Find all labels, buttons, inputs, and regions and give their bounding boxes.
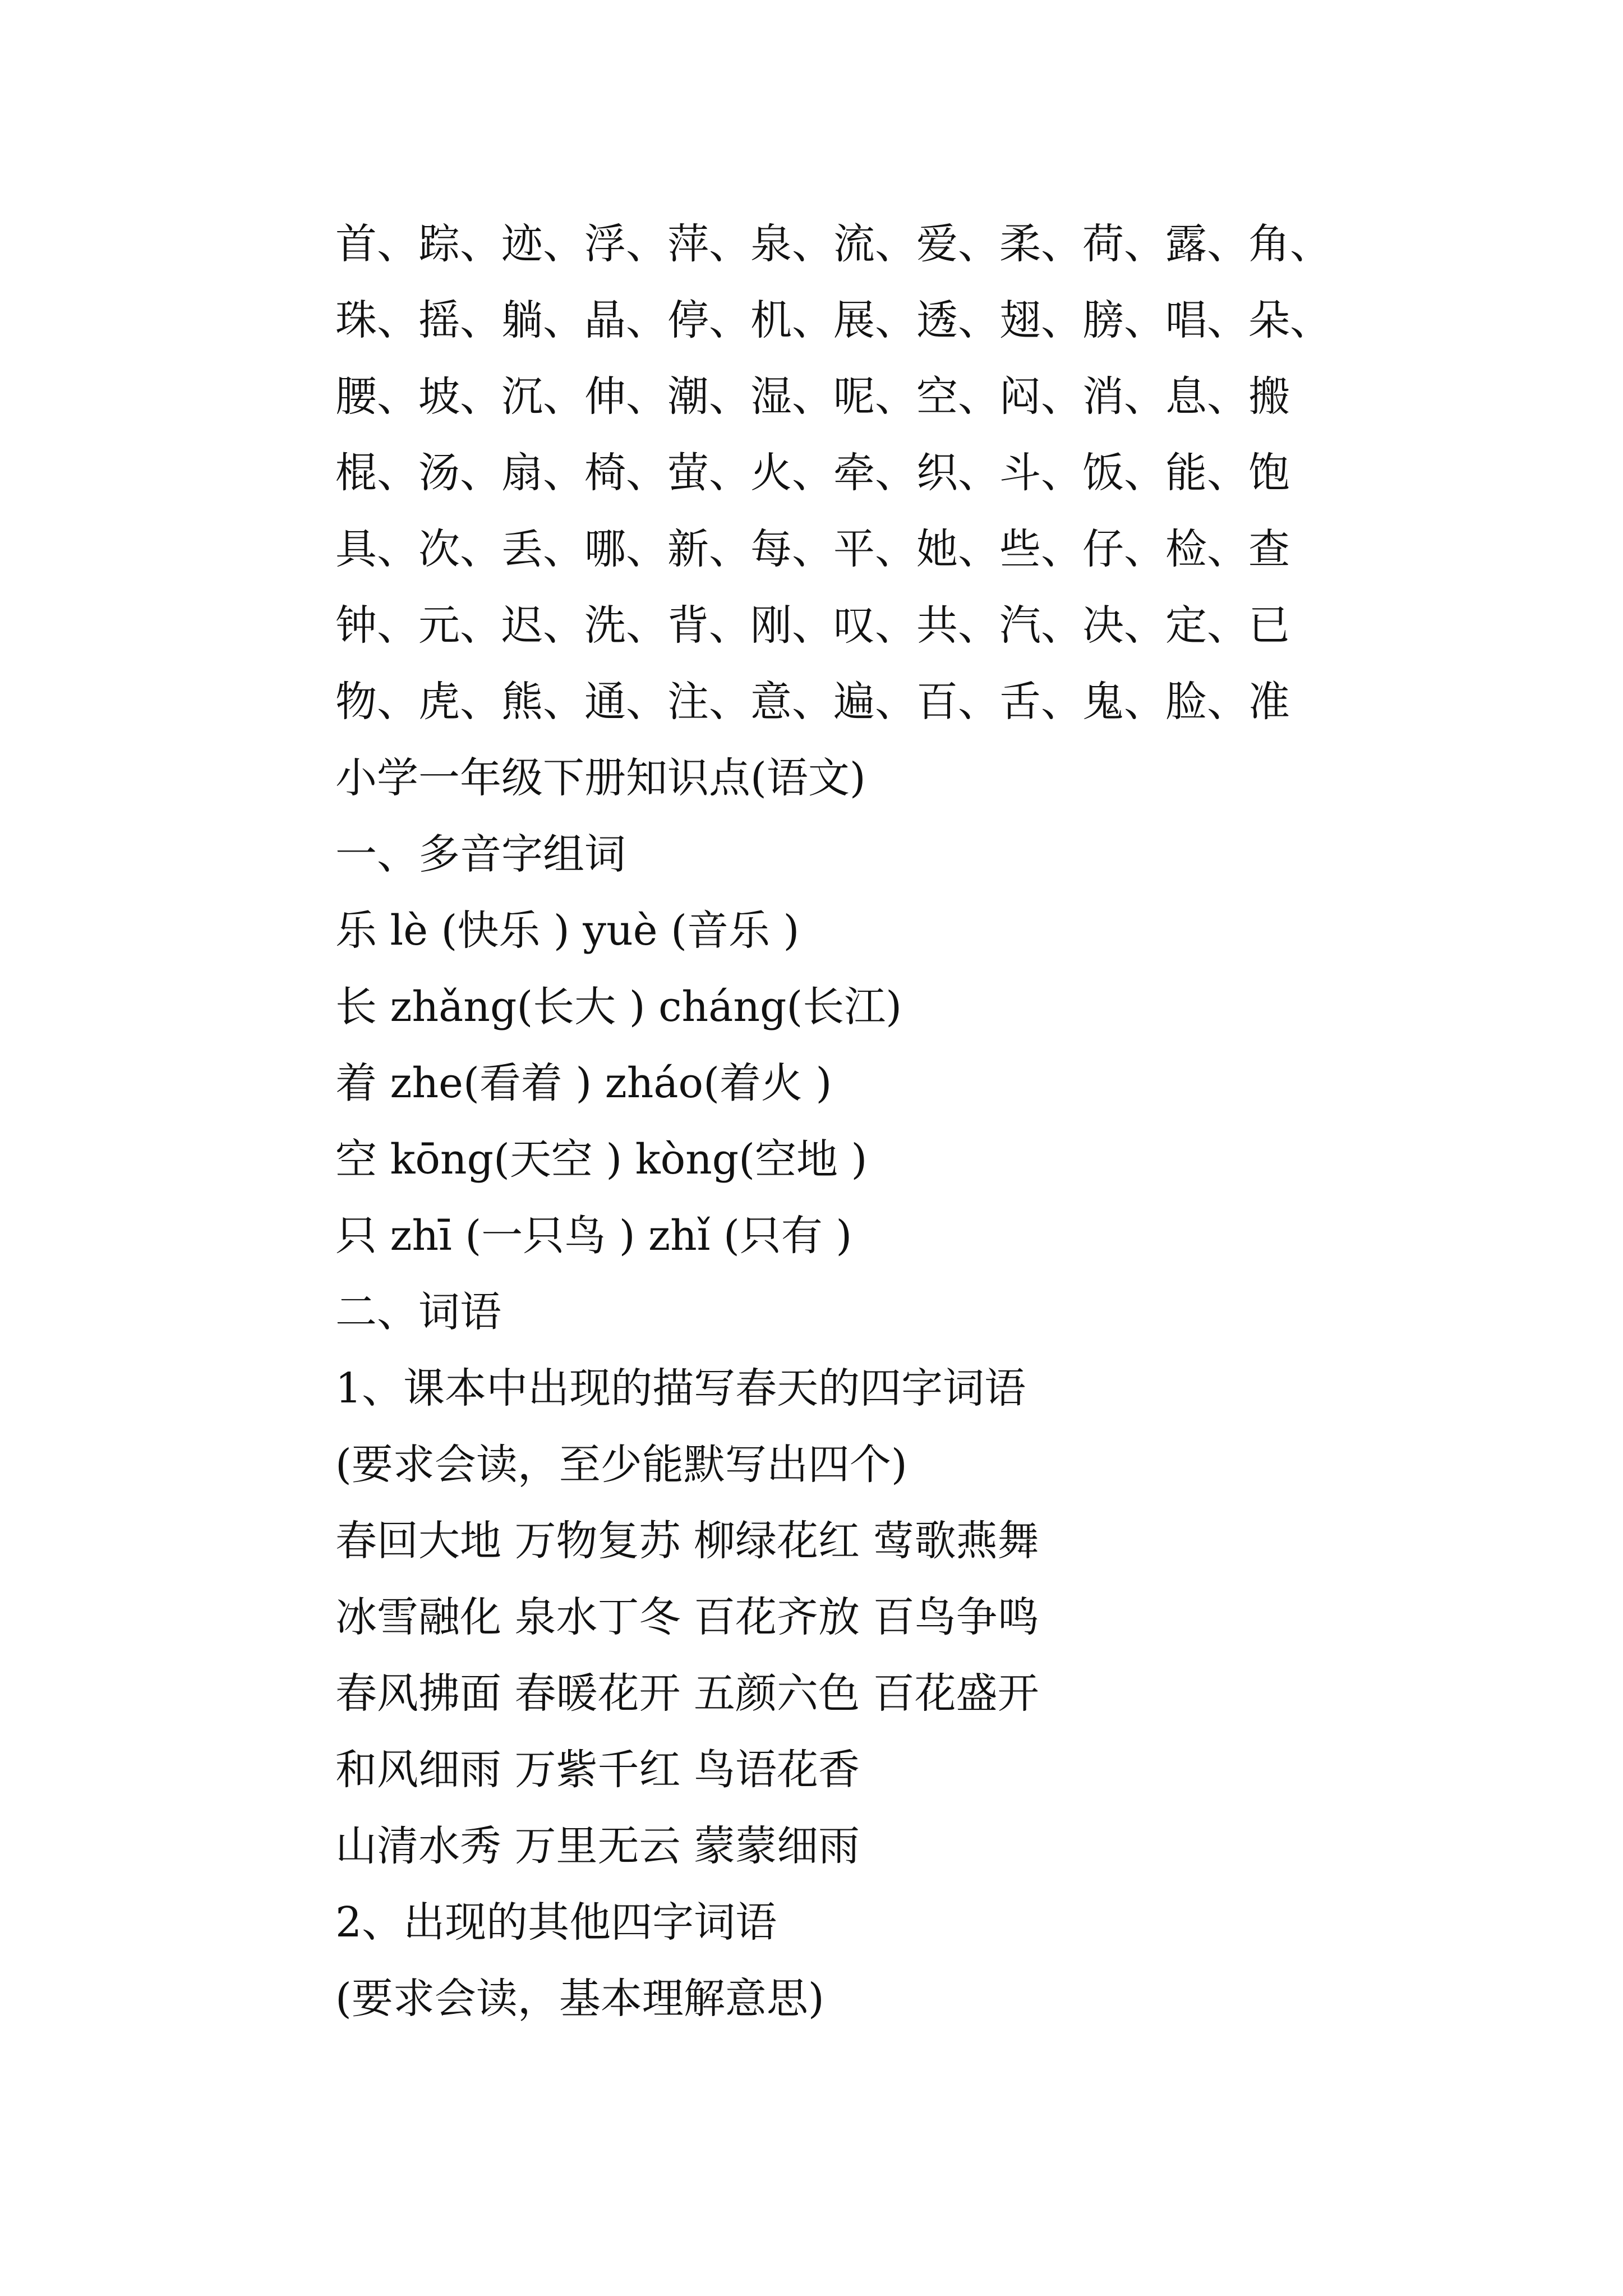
subsection-note: (要求会读，至少能默写出四个) <box>335 1441 907 1489</box>
subsection-heading-other-idioms: 2、出现的其他四字词语 <box>335 1898 777 1947</box>
polyphonic-entry: 长 zhǎng(长大 ) cháng(长江) <box>335 983 902 1031</box>
idiom-row: 冰雪融化 泉水丁冬 百花齐放 百鸟争鸣 <box>335 1593 1039 1641</box>
character-list-line-2: 珠、摇、躺、晶、停、机、展、透、翅、膀、唱、朵、 <box>335 296 1331 344</box>
idiom-row: 春风拂面 春暖花开 五颜六色 百花盛开 <box>335 1669 1039 1718</box>
polyphonic-entry: 着 zhe(看着 ) zháo(着火 ) <box>335 1059 832 1107</box>
section-heading-words: 二、词语 <box>335 1288 501 1336</box>
polyphonic-entry: 只 zhī (一只鸟 ) zhǐ (只有 ) <box>335 1212 852 1260</box>
section-heading-polyphonic: 一、多音字组词 <box>335 830 626 878</box>
idiom-row: 春回大地 万物复苏 柳绿花红 莺歌燕舞 <box>335 1517 1039 1565</box>
document-title: 小学一年级下册知识点(语文) <box>335 754 866 802</box>
idiom-row: 山清水秀 万里无云 蒙蒙细雨 <box>335 1822 860 1870</box>
character-list-line-6: 钟、元、迟、洗、背、刚、叹、共、汽、决、定、已 <box>335 601 1290 650</box>
character-list-line-7: 物、虎、熊、通、注、意、遍、百、舌、鬼、脸、准 <box>335 678 1290 726</box>
character-list-line-1: 首、踪、迹、浮、萍、泉、流、爱、柔、荷、露、角、 <box>335 220 1331 268</box>
character-list-line-4: 棍、汤、扇、椅、萤、火、牵、织、斗、饭、能、饱 <box>335 449 1290 497</box>
character-list-line-5: 具、次、丢、哪、新、每、平、她、些、仔、检、查 <box>335 525 1290 573</box>
subsection-note: (要求会读，基本理解意思) <box>335 1975 824 2023</box>
subsection-heading-spring-idioms: 1、课本中出现的描写春天的四字词语 <box>335 1364 1026 1412</box>
polyphonic-entry: 乐 lè (快乐 ) yuè (音乐 ) <box>335 907 800 955</box>
polyphonic-entry: 空 kōng(天空 ) kòng(空地 ) <box>335 1135 868 1184</box>
idiom-row: 和风细雨 万紫千红 鸟语花香 <box>335 1746 860 1794</box>
character-list-line-3: 腰、坡、沉、伸、潮、湿、呢、空、闷、消、息、搬 <box>335 372 1290 421</box>
